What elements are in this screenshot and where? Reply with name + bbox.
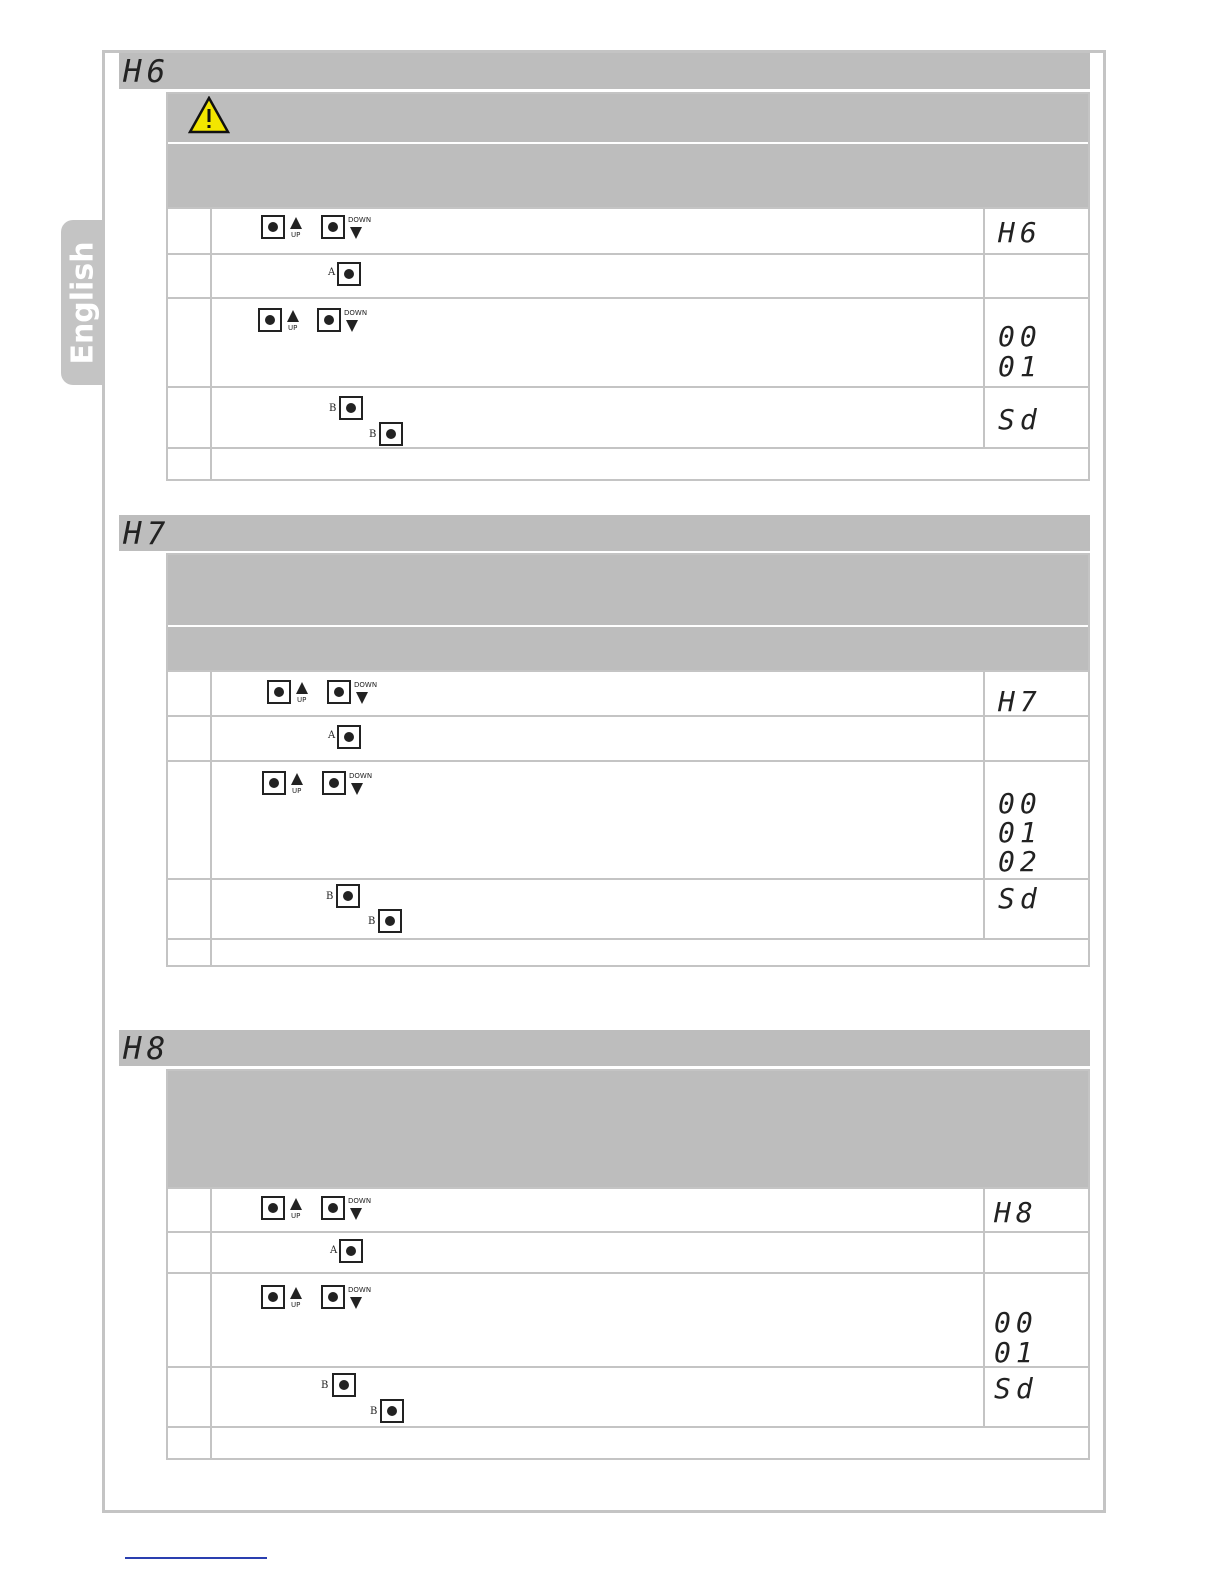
procedure-table-h8 [166,1069,1090,1460]
column-divider [210,1187,212,1458]
up-label: UP [291,231,301,239]
push-button-icon [261,215,285,239]
up-label: UP [292,787,302,795]
up-label: UP [297,696,307,704]
up-arrow-icon [291,773,303,785]
push-button-icon [337,725,361,749]
column-divider [983,670,985,938]
language-tab [61,220,105,385]
display-value: 02 [998,845,1042,878]
push-button-icon [339,1239,363,1263]
footer-rule [125,1557,267,1559]
note-row [168,447,1088,479]
display-value: 00 [998,320,1042,353]
section-header-h8 [119,1030,1090,1068]
down-arrow-icon [356,692,368,704]
push-button-icon [321,215,345,239]
up-label: UP [288,324,298,332]
description-bar [168,144,1088,207]
down-arrow-icon [351,783,363,795]
button-label-a: A [328,267,336,278]
push-button-icon [262,771,286,795]
step-row [168,207,1088,253]
down-label: DOWN [344,309,368,317]
button-label-a: A [328,730,336,741]
display-value: H7 [998,685,1042,718]
down-arrow-icon [346,320,358,332]
button-label-b: B [370,1406,378,1417]
push-button-icon [267,680,291,704]
step-row [168,1187,1088,1231]
push-button-icon [321,1196,345,1220]
display-value: H8 [994,1196,1038,1229]
down-label: DOWN [348,1286,372,1294]
display-value: H6 [998,216,1042,249]
warning-bar [168,94,1088,142]
description-bar [168,1071,1088,1187]
section-header-h6 [119,53,1090,91]
button-label-b: B [321,1380,329,1391]
column-divider [210,207,212,479]
button-label-b: B [369,429,377,440]
up-arrow-icon [296,682,308,694]
push-button-icon [378,909,402,933]
up-arrow-icon [290,1198,302,1210]
display-value: Sd [998,882,1042,915]
step-row [168,715,1088,760]
push-button-icon [258,308,282,332]
step-row [168,1231,1088,1272]
button-label-b: B [329,403,337,414]
push-button-icon [339,396,363,420]
display-value: 01 [998,816,1042,849]
step-row [168,386,1088,447]
display-value: Sd [998,403,1042,436]
step-row [168,878,1088,938]
push-button-icon [261,1196,285,1220]
push-button-icon [317,308,341,332]
down-label: DOWN [354,681,378,689]
section-code: H7 [123,516,171,552]
display-value: 00 [994,1306,1038,1339]
section-code: H8 [123,1031,171,1067]
push-button-icon [337,262,361,286]
button-label-b: B [326,891,334,902]
down-arrow-icon [350,227,362,239]
push-button-icon [321,1285,345,1309]
push-button-icon [327,680,351,704]
column-divider [983,207,985,447]
note-bar [168,627,1088,670]
display-value: 01 [998,350,1042,383]
note-row [168,1426,1088,1458]
step-row [168,1366,1088,1426]
warning-triangle-icon [188,96,230,134]
up-arrow-icon [287,310,299,322]
step-row [168,297,1088,386]
up-label: UP [291,1301,301,1309]
down-arrow-icon [350,1208,362,1220]
down-label: DOWN [348,1197,372,1205]
display-value: Sd [994,1372,1038,1405]
push-button-icon [336,884,360,908]
down-arrow-icon [350,1297,362,1309]
display-value: 01 [994,1336,1038,1369]
step-row [168,253,1088,297]
note-row [168,938,1088,965]
section-code: H6 [123,54,171,90]
down-label: DOWN [349,772,373,780]
description-bar [168,555,1088,625]
up-label: UP [291,1212,301,1220]
push-button-icon [261,1285,285,1309]
procedure-table-h6 [166,92,1090,481]
button-label-a: A [330,1245,338,1256]
section-header-h7 [119,515,1090,553]
button-label-b: B [368,916,376,927]
display-value: 00 [998,787,1042,820]
step-row [168,760,1088,878]
push-button-icon [322,771,346,795]
up-arrow-icon [290,1287,302,1299]
step-row [168,1272,1088,1369]
push-button-icon [332,1373,356,1397]
column-divider [210,670,212,965]
language-tab-label: English [65,240,101,365]
down-label: DOWN [348,216,372,224]
push-button-icon [380,1399,404,1423]
step-row [168,670,1088,718]
up-arrow-icon [290,217,302,229]
column-divider [983,1187,985,1426]
procedure-table-h7 [166,553,1090,967]
push-button-icon [379,422,403,446]
